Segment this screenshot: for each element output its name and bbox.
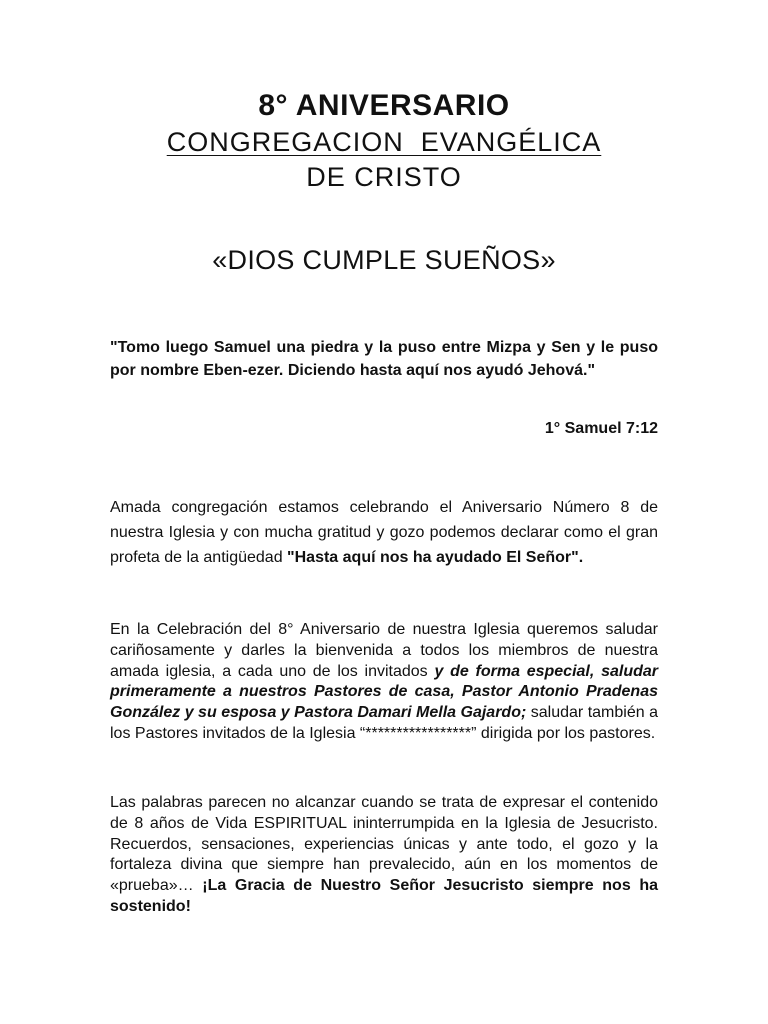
church-name-line1	[0, 125, 768, 159]
paragraph-reflection	[110, 793, 658, 918]
paragraph-reflection-text: Las palabras parecen no alcanzar cuando se trata de expresar el contenido de 8 años de Vida ESPIRITUAL ininterrumpida en la Iglesia de Jesucristo. Recuerdos, sensaciones, experiencias únicas y ante todo, el gozo y la fortaleza divina que siempre han prevalecido, aún en los momentos de «prueba»…	[110, 794, 658, 895]
paragraph-anniversary-text: Amada congregación estamos celebrando el Aniversario Número 8 de nuestra Iglesia y con mucha gratitud y gozo podemos declarar como el gran profeta de la antigüedad	[110, 499, 658, 566]
paragraph-anniversary	[110, 495, 658, 570]
paragraph-reflection-bold: ¡La Gracia de Nuestro Señor Jesucristo siempre nos ha sostenido!	[110, 877, 659, 915]
church-name-line2: DE CRISTO	[306, 162, 462, 192]
paragraph-greeting-pastors: y de forma especial, saludar primeramente a nuestros Pastores de casa, Pastor Antonio Pradenas González y su esposa y Pastora Damari Mella Gajardo;	[110, 662, 658, 722]
motto: «DIOS CUMPLE SUEÑOS»	[212, 245, 556, 275]
paragraph-greeting-end: saludar también a los Pastores invitados de la Iglesia “*****************” dirigida por los pastores.	[110, 704, 659, 742]
bible-quote: "Tomo luego Samuel una piedra y la puso entre Mizpa y Sen y le puso por nombre Eben-ezer. Diciendo hasta aquí nos ayudó Jehová."	[110, 339, 658, 379]
document-title: 8° ANIVERSARIO	[258, 89, 510, 122]
paragraph-greeting	[110, 620, 658, 745]
paragraph-greeting-start: En la Celebración del 8° Aniversario de nuestra Iglesia queremos saludar cariñosamente y darles la bienvenida a todos los miembros de nuestra amada iglesia, a cada uno de los invitados	[110, 621, 658, 680]
paragraph-anniversary-bold: "Hasta aquí nos ha ayudado El Señor".	[287, 549, 584, 566]
church-name-line1-text: CONGREGACION EVANGÉLICA	[166, 127, 602, 157]
bible-reference: 1° Samuel 7:12	[544, 420, 658, 437]
